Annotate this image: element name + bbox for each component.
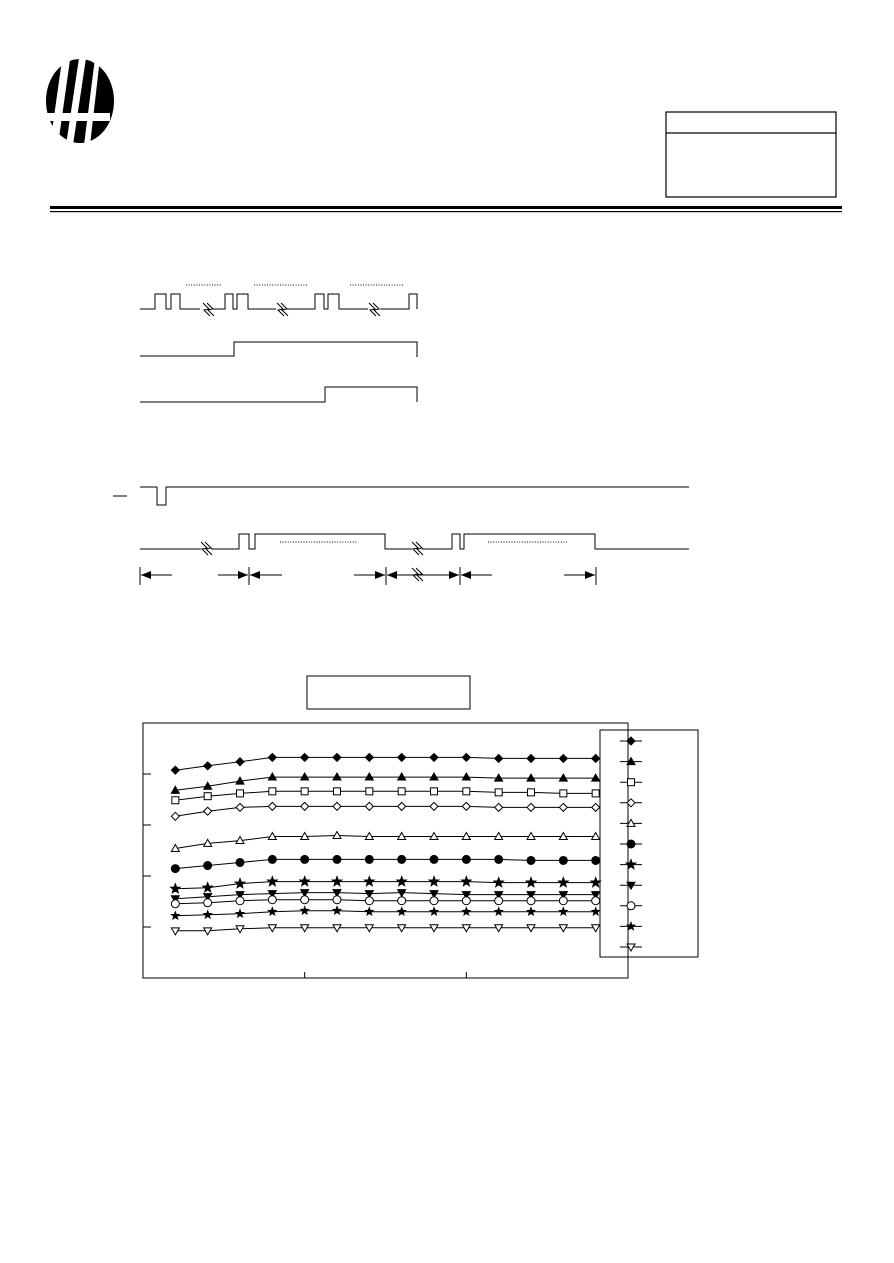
legend-marker (627, 840, 635, 848)
legend-entry (620, 860, 642, 869)
plot-frame (143, 723, 628, 978)
data-point (398, 773, 406, 780)
data-point (268, 877, 278, 886)
break-mark (203, 303, 214, 316)
chart-series-4 (171, 802, 599, 820)
data-point (592, 790, 599, 797)
header-rule (50, 206, 842, 212)
break-mark (277, 303, 288, 316)
data-point (559, 803, 567, 811)
data-point (495, 908, 503, 915)
break-mark (369, 303, 380, 316)
data-point (430, 753, 438, 761)
arrow-span (461, 571, 595, 579)
data-point (204, 928, 212, 935)
data-point (495, 789, 502, 796)
data-point (430, 773, 438, 780)
data-point (171, 928, 179, 935)
chart-series-11 (171, 925, 599, 935)
timing-diagram-1 (140, 285, 417, 402)
arrow-span (250, 571, 385, 579)
data-point (237, 790, 244, 797)
step-signal-trace-1 (140, 342, 417, 357)
data-point (559, 754, 567, 762)
legend-entry (620, 799, 642, 807)
data-point (301, 788, 308, 795)
data-point (559, 897, 567, 905)
legend-entry (620, 902, 642, 910)
arrow-span (141, 571, 248, 579)
data-point (592, 897, 600, 905)
data-point (203, 883, 213, 892)
data-point (398, 855, 406, 863)
data-point (398, 753, 406, 761)
data-point (462, 802, 470, 810)
data-point (204, 899, 212, 907)
data-point (171, 766, 179, 774)
break-mark (201, 542, 212, 555)
data-point (462, 897, 470, 905)
data-point (269, 908, 277, 915)
data-point (301, 907, 309, 914)
data-point (429, 877, 439, 886)
data-point (462, 753, 470, 761)
data-point (559, 856, 567, 864)
data-point (495, 832, 503, 839)
legend-marker (627, 902, 635, 910)
data-point (268, 802, 276, 810)
data-point (495, 754, 503, 762)
data-point (592, 774, 600, 781)
data-point (559, 832, 567, 839)
data-point (171, 884, 181, 893)
chart-series-3 (172, 788, 599, 804)
data-point (495, 897, 503, 905)
data-point (300, 877, 310, 886)
data-point (333, 896, 341, 904)
data-point (526, 878, 536, 887)
legend-entry (620, 922, 642, 929)
data-point (592, 856, 600, 864)
break-mark (412, 542, 423, 555)
timing-arrows (140, 567, 596, 585)
data-point (463, 788, 470, 795)
data-point (527, 908, 535, 915)
data-point (398, 788, 405, 795)
data-point (560, 790, 567, 797)
chart-series-2 (171, 773, 599, 793)
data-point (171, 812, 179, 820)
data-point (268, 896, 276, 904)
data-point (592, 754, 600, 762)
data-point (269, 788, 276, 795)
data-point (398, 802, 406, 810)
data-point (365, 753, 373, 761)
legend-entry (620, 944, 642, 951)
data-point (301, 802, 309, 810)
data-point (430, 832, 438, 839)
legend-entry (620, 779, 642, 786)
data-point (204, 911, 212, 918)
data-point (236, 858, 244, 866)
data-point (333, 753, 341, 761)
pulse-train-trace (140, 534, 689, 555)
data-point (301, 896, 309, 904)
data-point (365, 773, 373, 780)
legend-marker (628, 779, 635, 786)
data-point (430, 897, 438, 905)
characteristic-chart (143, 723, 698, 978)
legend-entry (620, 819, 642, 826)
clock-signal-trace (140, 285, 417, 316)
data-point (301, 753, 309, 761)
arrow-span (387, 568, 459, 581)
data-point (559, 774, 567, 781)
data-point (333, 855, 341, 863)
data-point (592, 803, 600, 811)
data-point (494, 878, 504, 887)
data-point (204, 793, 211, 800)
data-point (527, 897, 535, 905)
data-point (366, 908, 374, 915)
data-point (398, 832, 406, 839)
data-point (172, 912, 180, 919)
data-point (204, 807, 212, 815)
data-point (366, 788, 373, 795)
data-point (527, 832, 535, 839)
chart-series-1 (171, 753, 599, 774)
data-point (560, 908, 568, 915)
data-point (462, 773, 470, 780)
data-point (171, 900, 179, 908)
data-point (332, 877, 342, 886)
data-point (268, 855, 276, 863)
data-point (301, 773, 309, 780)
data-point (592, 908, 600, 915)
data-point (527, 754, 535, 762)
data-point (365, 877, 375, 886)
data-point (559, 878, 569, 887)
data-point (236, 803, 244, 811)
chart-series-9 (171, 896, 599, 908)
data-point (398, 908, 406, 915)
data-point (333, 907, 341, 914)
data-point (268, 753, 276, 761)
part-number-box (666, 112, 836, 197)
data-point (236, 758, 244, 766)
data-point (204, 762, 212, 770)
data-point (430, 802, 438, 810)
data-point (527, 803, 535, 811)
company-logo (40, 58, 114, 145)
data-point (301, 855, 309, 863)
timing-diagram-2 (113, 487, 689, 585)
chart-series-5 (171, 831, 599, 851)
step-signal-trace-2 (140, 387, 417, 402)
chart-series-7 (171, 877, 601, 893)
data-point (430, 908, 438, 915)
data-point (365, 855, 373, 863)
data-point (462, 855, 470, 863)
data-point (430, 855, 438, 863)
data-point (333, 831, 341, 838)
chart-series-group (171, 753, 601, 934)
data-point (591, 878, 601, 887)
data-point (236, 897, 244, 905)
legend-entry (620, 758, 642, 765)
legend-entry (620, 882, 642, 889)
data-point (171, 865, 179, 873)
data-point (235, 879, 245, 888)
data-point (592, 832, 600, 839)
data-point (495, 803, 503, 811)
data-point (431, 788, 438, 795)
active-low-pulse-trace (140, 487, 689, 505)
data-point (333, 802, 341, 810)
data-point (528, 789, 535, 796)
data-point (463, 908, 471, 915)
data-point (398, 897, 406, 905)
data-point (365, 897, 373, 905)
legend-entry (620, 737, 642, 745)
chart-legend (600, 730, 698, 957)
data-point (527, 856, 535, 864)
data-point (333, 773, 341, 780)
data-point (365, 802, 373, 810)
data-point (462, 832, 470, 839)
data-point (236, 910, 244, 917)
data-point (462, 877, 472, 886)
data-point (527, 774, 535, 781)
chart-series-6 (171, 855, 599, 872)
data-point (172, 797, 179, 804)
data-point (268, 832, 276, 839)
data-point (204, 862, 212, 870)
legend-entry (620, 840, 642, 848)
data-point (495, 855, 503, 863)
chart-series-10 (172, 907, 600, 919)
data-point (268, 773, 276, 780)
data-point (334, 788, 341, 795)
chart-title-box (307, 676, 470, 709)
data-point (397, 877, 407, 886)
